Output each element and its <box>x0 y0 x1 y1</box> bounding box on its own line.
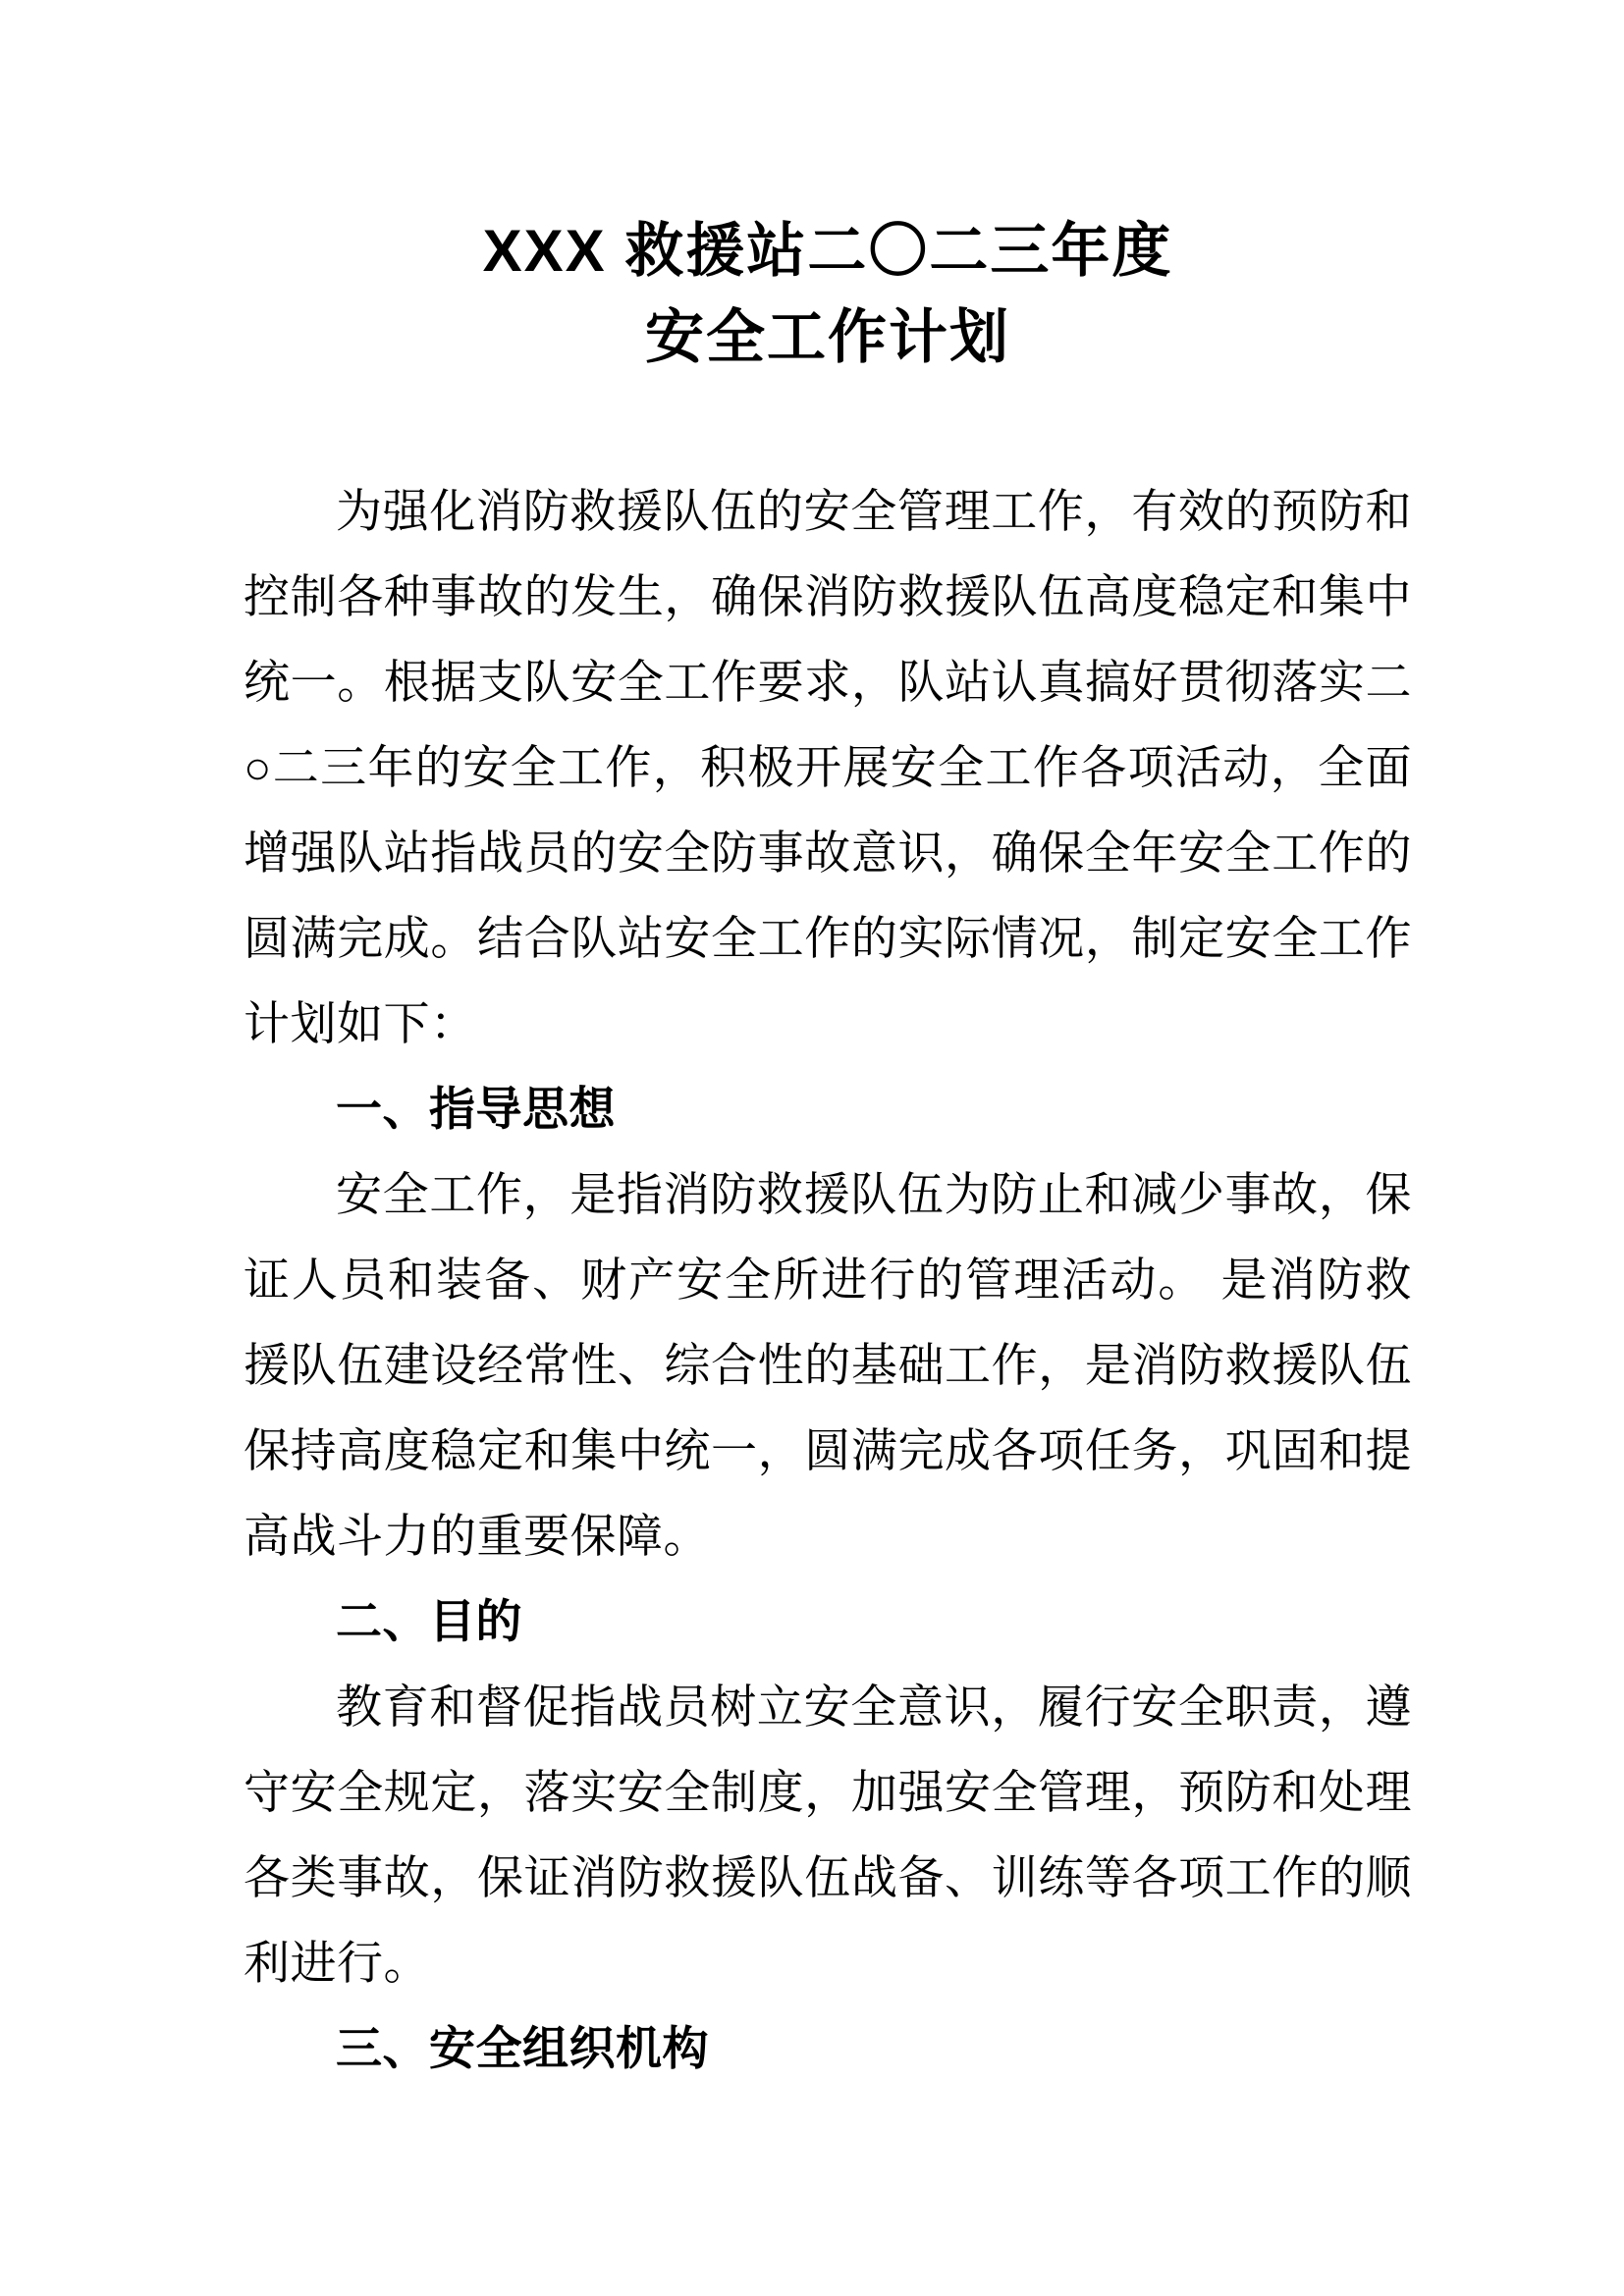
paragraph-introduction: 为强化消防救援队伍的安全管理工作，有效的预防和控制各种事故的发生，确保消防救援队伍高度稳定和集中统一。根据支队安全工作要求，队站认真搞好贯彻落实二○二三年的安全工作，积极开展安全工作各项活动，全面增强队站指战员的安全防事故意识，确保全年安全工作的圆满完成。结合队站安全工作的实际情况，制定安全工作计划如下： <box>244 485 1412 1049</box>
document-title-line-2: 安全工作计划 <box>645 304 1010 370</box>
paragraph-guiding-ideology: 安全工作，是指消防救援队伍为防止和减少事故，保证人员和装备、财产安全所进行的管理活动。 是消防救援队伍建设经常性、综合性的基础工作，是消防救援队伍保持高度稳定和集中统一，圆满完成各项任务，巩固和提高战斗力的重要保障。 <box>244 1168 1412 1562</box>
heading-purpose: 二、目的 <box>336 1595 522 1647</box>
heading-guiding-ideology: 一、指导思想 <box>336 1083 616 1135</box>
document-title <box>244 0 1412 381</box>
paragraph-purpose: 教育和督促指战员树立安全意识，履行安全职责，遵守安全规定，落实安全制度，加强安全管理，预防和处理各类事故，保证消防救援队伍战备、训练等各项工作的顺利进行。 <box>244 1681 1412 1989</box>
document-content <box>244 0 1412 2091</box>
heading-safety-organization: 三、安全组织机构 <box>336 2022 709 2074</box>
document-title-line-1: XXX 救援站二〇二三年度 <box>482 218 1173 284</box>
